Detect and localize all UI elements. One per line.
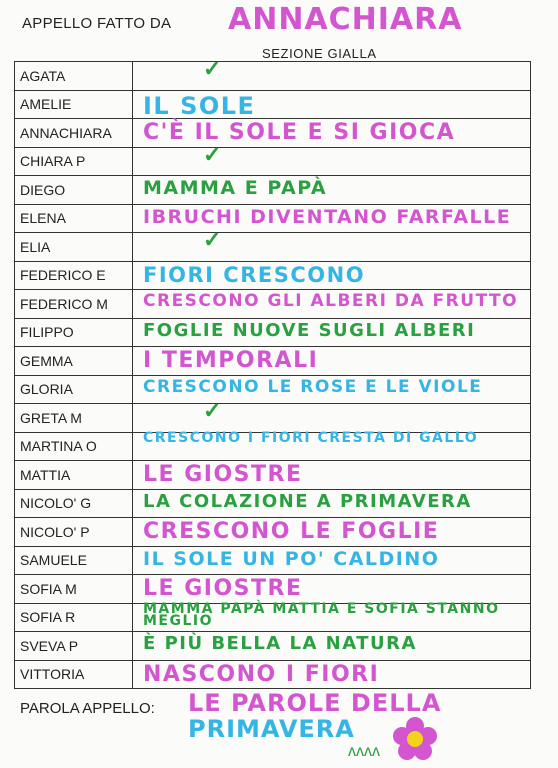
table-row	[15, 518, 531, 547]
student-name: AMELIE	[15, 90, 133, 119]
handwritten-word: CRESCONO GLI ALBERI DA FRUTTO	[143, 291, 519, 311]
check-mark-icon: ✓	[203, 141, 222, 167]
footer-label: PAROLA APPELLO:	[20, 700, 155, 717]
handwritten-word: CRESCONO I FIORI CRESTA DI GALLO	[143, 429, 479, 446]
student-word	[133, 290, 531, 319]
footer-text-line-1: LE PAROLE DELLA	[188, 689, 442, 717]
table-row	[15, 176, 531, 205]
table-row	[15, 90, 531, 119]
student-name: MATTIA	[15, 461, 133, 490]
table-row	[15, 432, 531, 461]
student-name: CHIARA P	[15, 147, 133, 176]
table-row	[15, 632, 531, 661]
student-word	[133, 429, 531, 461]
student-name: FEDERICO M	[15, 290, 133, 319]
student-word	[133, 518, 531, 547]
handwritten-word: MAMMA PAPÀ MATTIA E SOFIA STANNO MEGLIO	[143, 600, 500, 629]
table-row	[15, 575, 531, 604]
student-name: DIEGO	[15, 176, 133, 205]
flower-drawing-icon	[392, 716, 438, 762]
student-word	[133, 575, 531, 604]
student-word	[133, 398, 531, 433]
table-row	[15, 603, 531, 632]
student-name: GLORIA	[15, 375, 133, 404]
student-name: NICOLO' G	[15, 489, 133, 518]
header-label: APPELLO FATTO DA	[22, 15, 172, 32]
handwritten-word: LA COLAZIONE A PRIMAVERA	[143, 490, 472, 512]
table-row	[15, 461, 531, 490]
student-word	[133, 204, 531, 233]
student-name: SVEVA P	[15, 632, 133, 661]
student-word	[133, 489, 531, 518]
student-word	[133, 119, 531, 148]
handwritten-word: IL SOLE UN PO' CALDINO	[143, 547, 440, 570]
student-word	[133, 375, 531, 404]
student-name: FILIPPO	[15, 318, 133, 347]
check-mark-icon: ✓	[203, 227, 222, 252]
table-row	[15, 404, 531, 433]
table-row	[15, 660, 531, 689]
table-row	[15, 375, 531, 404]
table-row	[15, 62, 531, 91]
table-row	[15, 347, 531, 376]
student-name: SOFIA M	[15, 575, 133, 604]
table-row	[15, 290, 531, 319]
student-name: SOFIA R	[15, 603, 133, 632]
student-name: SAMUELE	[15, 546, 133, 575]
handwritten-word: C'È IL SOLE E SI GIOCA	[143, 120, 456, 145]
table-row	[15, 261, 531, 290]
student-name: ELENA	[15, 204, 133, 233]
handwritten-word: LE GIOSTRE	[143, 462, 303, 487]
table-row	[15, 233, 531, 262]
student-word	[133, 227, 531, 262]
handwritten-word: FIORI CRESCONO	[143, 262, 366, 287]
table-row	[15, 119, 531, 148]
student-word	[133, 56, 531, 91]
handwritten-word: CRESCONO LE FOGLIE	[143, 519, 440, 544]
check-mark-icon: ✓	[203, 398, 222, 423]
table-row	[15, 147, 531, 176]
student-word	[133, 261, 531, 290]
student-word	[133, 141, 531, 176]
handwritten-word: LE GIOSTRE	[143, 576, 303, 601]
handwritten-word: MAMMA E PAPÀ	[143, 177, 328, 199]
section-label: SEZIONE GIALLA	[262, 46, 377, 61]
student-word	[133, 632, 531, 661]
table-row	[15, 546, 531, 575]
student-word	[133, 318, 531, 347]
student-name: FEDERICO E	[15, 261, 133, 290]
student-word	[133, 660, 531, 689]
student-word	[133, 90, 531, 119]
header-name: ANNACHIARA	[228, 2, 463, 37]
student-name: AGATA	[15, 62, 133, 91]
handwritten-word: I TEMPORALI	[143, 348, 319, 373]
handwritten-word: FOGLIE NUOVE SUGLI ALBERI	[143, 319, 476, 341]
student-name: ELIA	[15, 233, 133, 262]
student-name: VITTORIA	[15, 660, 133, 689]
table-row	[15, 204, 531, 233]
table-row	[15, 318, 531, 347]
student-name: ANNACHIARA	[15, 119, 133, 148]
attendance-table	[14, 56, 531, 689]
student-name: GEMMA	[15, 347, 133, 376]
table-row	[15, 489, 531, 518]
handwritten-word: IL SOLE	[143, 91, 256, 120]
handwritten-word: NASCONO I FIORI	[143, 661, 380, 687]
student-word	[133, 546, 531, 575]
student-word	[133, 461, 531, 490]
student-word	[133, 347, 531, 376]
check-mark-icon: ✓	[203, 56, 222, 81]
handwritten-word: IBRUCHI DIVENTANO FARFALLE	[143, 205, 512, 228]
footer-text-line-2: PRIMAVERA	[188, 715, 355, 743]
handwritten-word: È PIÙ BELLA LA NATURA	[143, 633, 417, 654]
student-name: MARTINA O	[15, 432, 133, 461]
student-word	[133, 600, 531, 632]
student-name: GRETA M	[15, 404, 133, 433]
student-name: NICOLO' P	[15, 518, 133, 547]
grass-drawing-icon: ʌʌʌʌ	[348, 743, 380, 760]
student-word	[133, 176, 531, 205]
handwritten-word: CRESCONO LE ROSE E LE VIOLE	[143, 376, 483, 397]
